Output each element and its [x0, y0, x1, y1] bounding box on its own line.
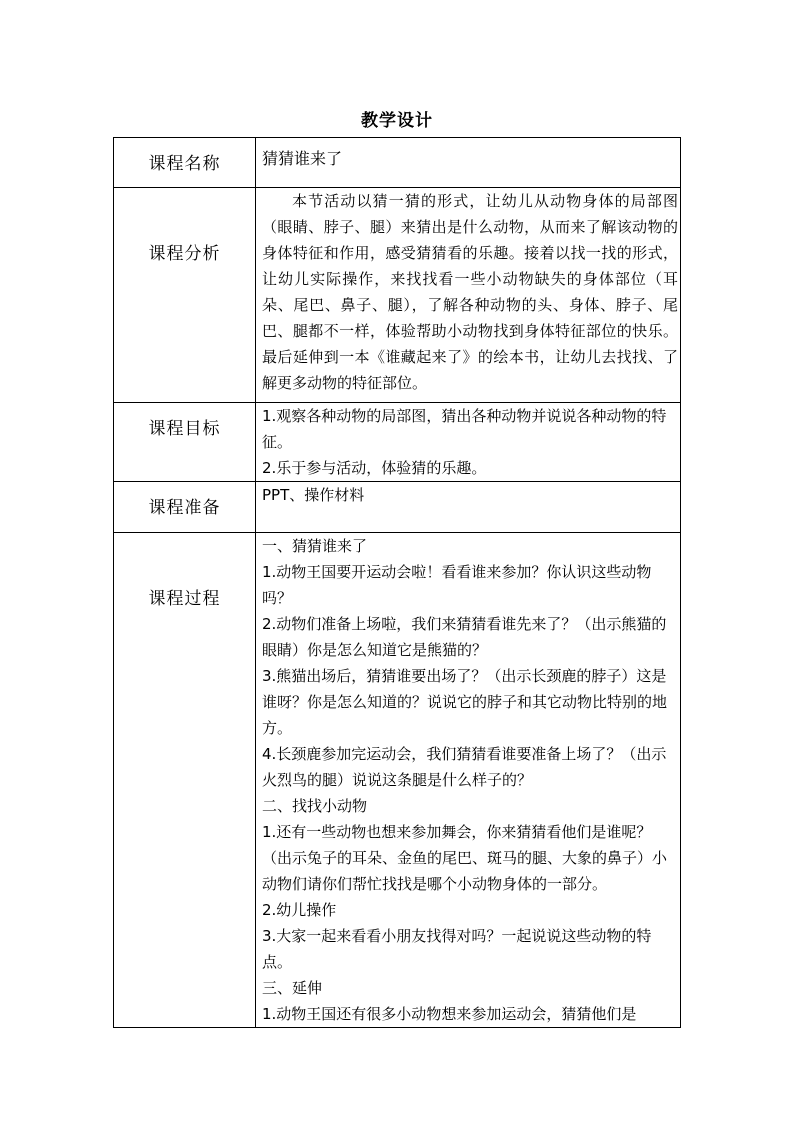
course-preparation-content-cell: [256, 482, 681, 533]
course-goals-row: [114, 403, 681, 482]
course-process-label: 课程过程: [148, 589, 221, 609]
course-goals-label-cell: [114, 403, 256, 482]
course-preparation-label: 课程准备: [148, 498, 221, 518]
course-name-row: [114, 138, 681, 188]
process-line: 3.大家一起来看看小朋友找得对吗？一起说说这些动物的特点。: [262, 927, 652, 971]
course-process-label-cell: [114, 533, 256, 1028]
process-line: 1.还有一些动物也想来参加舞会，你来猜猜看他们是谁呢？（出示兔子的耳朵、金鱼的尾巴、斑马的腿、大象的鼻子）小动物们请你们帮忙找找是哪个小动物身体的一部分。: [262, 823, 668, 893]
course-analysis-content-cell: [256, 188, 681, 403]
course-analysis-row: [114, 188, 681, 403]
process-line: 2.幼儿操作: [262, 901, 337, 919]
course-name-label-cell: [114, 138, 256, 188]
course-preparation-value: PPT、操作材料: [262, 486, 365, 504]
course-name-label: 课程名称: [148, 154, 221, 174]
course-name-value-cell: [256, 138, 681, 188]
process-line: 三、延伸: [262, 979, 323, 997]
process-line: 1.动物王国还有很多小动物想来参加运动会，猜猜他们是: [262, 1005, 637, 1023]
course-goals-label: 课程目标: [148, 419, 221, 439]
course-preparation-label-cell: [114, 482, 256, 533]
goal-item: 2.乐于参与活动，体验猜的乐趣。: [262, 459, 487, 477]
course-preparation-row: [114, 482, 681, 533]
process-line: 一、猜猜谁来了: [262, 537, 368, 555]
goal-item: 1.观察各种动物的局部图，猜出各种动物并说说各种动物的特征。: [262, 407, 667, 451]
course-process-content-cell: [256, 533, 681, 1028]
course-analysis-label-cell: [114, 188, 256, 403]
process-line: 4.长颈鹿参加完运动会，我们猜猜看谁要准备上场了？（出示火烈鸟的腿）说说这条腿是什么样子的？: [262, 745, 667, 789]
course-process-row: [114, 533, 681, 1028]
process-line: 3.熊猫出场后，猜猜谁要出场了？（出示长颈鹿的脖子）这是谁呀？你是怎么知道的？说说它的脖子和其它动物比特别的地方。: [262, 667, 668, 737]
process-line: 二、找找小动物: [262, 797, 368, 815]
course-analysis-label: 课程分析: [148, 244, 221, 264]
lesson-plan-table: [113, 137, 681, 1028]
course-name-value: 猜猜谁来了: [262, 149, 343, 168]
course-goals-content-cell: [256, 403, 681, 482]
course-analysis-text: 本节活动以猜一猜的形式，让幼儿从动物身体的局部图（眼睛、脖子、腿）来猜出是什么动物，从而来了解该动物的身体特征和作用，感受猜猜看的乐趣。接着以找一找的形式，让幼儿实际操作，来找找看一些小动物缺失的身体部位（耳朵、尾巴、鼻子、腿），了解各种动物的头、身体、脖子、尾巴、腿都不一样，体验帮助小动物找到身体特征部位的快乐。最后延伸到一本《谁藏起来了》的绘本书，让幼儿去找找、了解更多动物的特征部位。: [262, 192, 678, 392]
document-title: 教学设计: [361, 111, 433, 131]
process-line: 1.动物王国要开运动会啦！看看谁来参加？你认识这些动物吗？: [262, 563, 652, 607]
process-line: 2.动物们准备上场啦，我们来猜猜看谁先来了？（出示熊猫的眼睛）你是怎么知道它是熊猫的？: [262, 615, 667, 659]
